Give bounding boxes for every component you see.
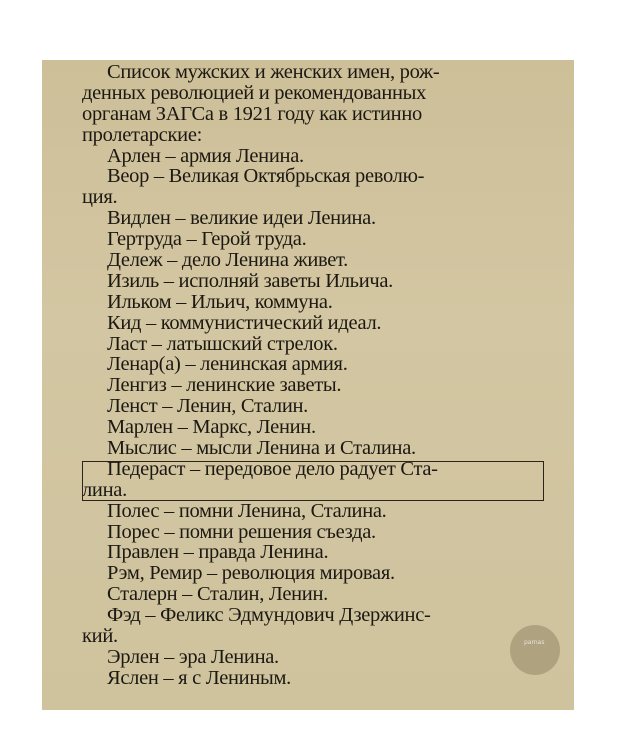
- entry: Порес – помни решения съезда.: [107, 520, 376, 543]
- entry-continuation: ция.: [82, 186, 118, 209]
- entry: Ленгиз – ленинские заветы.: [107, 374, 342, 397]
- entry: Яслен – я с Лениным.: [107, 666, 291, 689]
- article-text: [82, 62, 562, 689]
- entry: Полес – помни Ленина, Сталина.: [107, 499, 387, 522]
- entry-continuation: кий.: [82, 625, 118, 648]
- entry: Ленар(а) – ленинская армия.: [107, 353, 348, 376]
- entry: Фэд – Феликс Эдмундович Дзержинс-: [107, 604, 431, 627]
- highlighted-entry: Педераст – передовое дело радует Ста-: [107, 457, 438, 480]
- entry: Гертруда – Герой труда.: [107, 228, 307, 251]
- intro-line: органам ЗАГСа в 1921 году как истинно: [82, 102, 422, 125]
- entry: Эрлен – эра Ленина.: [107, 645, 279, 668]
- entry: Арлен – армия Ленина.: [107, 144, 304, 167]
- intro-line: денных революцией и рекомендованных: [82, 81, 427, 104]
- intro-line: Список мужских и женских имен, рож-: [107, 61, 440, 83]
- entry: Сталерн – Сталин, Ленин.: [107, 583, 328, 606]
- entry: Ильком – Ильич, коммуна.: [107, 290, 333, 313]
- entry: Видлен – великие идеи Ленина.: [107, 207, 376, 230]
- highlight-box: [82, 461, 544, 501]
- entry: Рэм, Ремир – революция мировая.: [107, 562, 395, 585]
- entry: Ленст – Ленин, Сталин.: [107, 395, 309, 418]
- entry: Веор – Великая Октябрьская револю-: [107, 165, 425, 188]
- entry: Кид – коммунистический идеал.: [107, 311, 382, 334]
- entry: Изиль – исполняй заветы Ильича.: [107, 269, 393, 292]
- intro-line: пролетарские:: [82, 123, 203, 146]
- watermark-text: parnas: [524, 639, 545, 646]
- watermark-logo: [510, 625, 560, 675]
- entry: Правлен – правда Ленина.: [107, 541, 329, 564]
- entry-continuation: лина.: [82, 478, 127, 501]
- entry: Ласт – латышский стрелок.: [107, 332, 338, 355]
- entry: Дележ – дело Ленина живет.: [107, 249, 348, 272]
- newspaper-clipping: [42, 60, 574, 710]
- entry: Мыслис – мысли Ленина и Сталина.: [107, 437, 416, 460]
- entry: Марлен – Маркс, Ленин.: [107, 416, 316, 439]
